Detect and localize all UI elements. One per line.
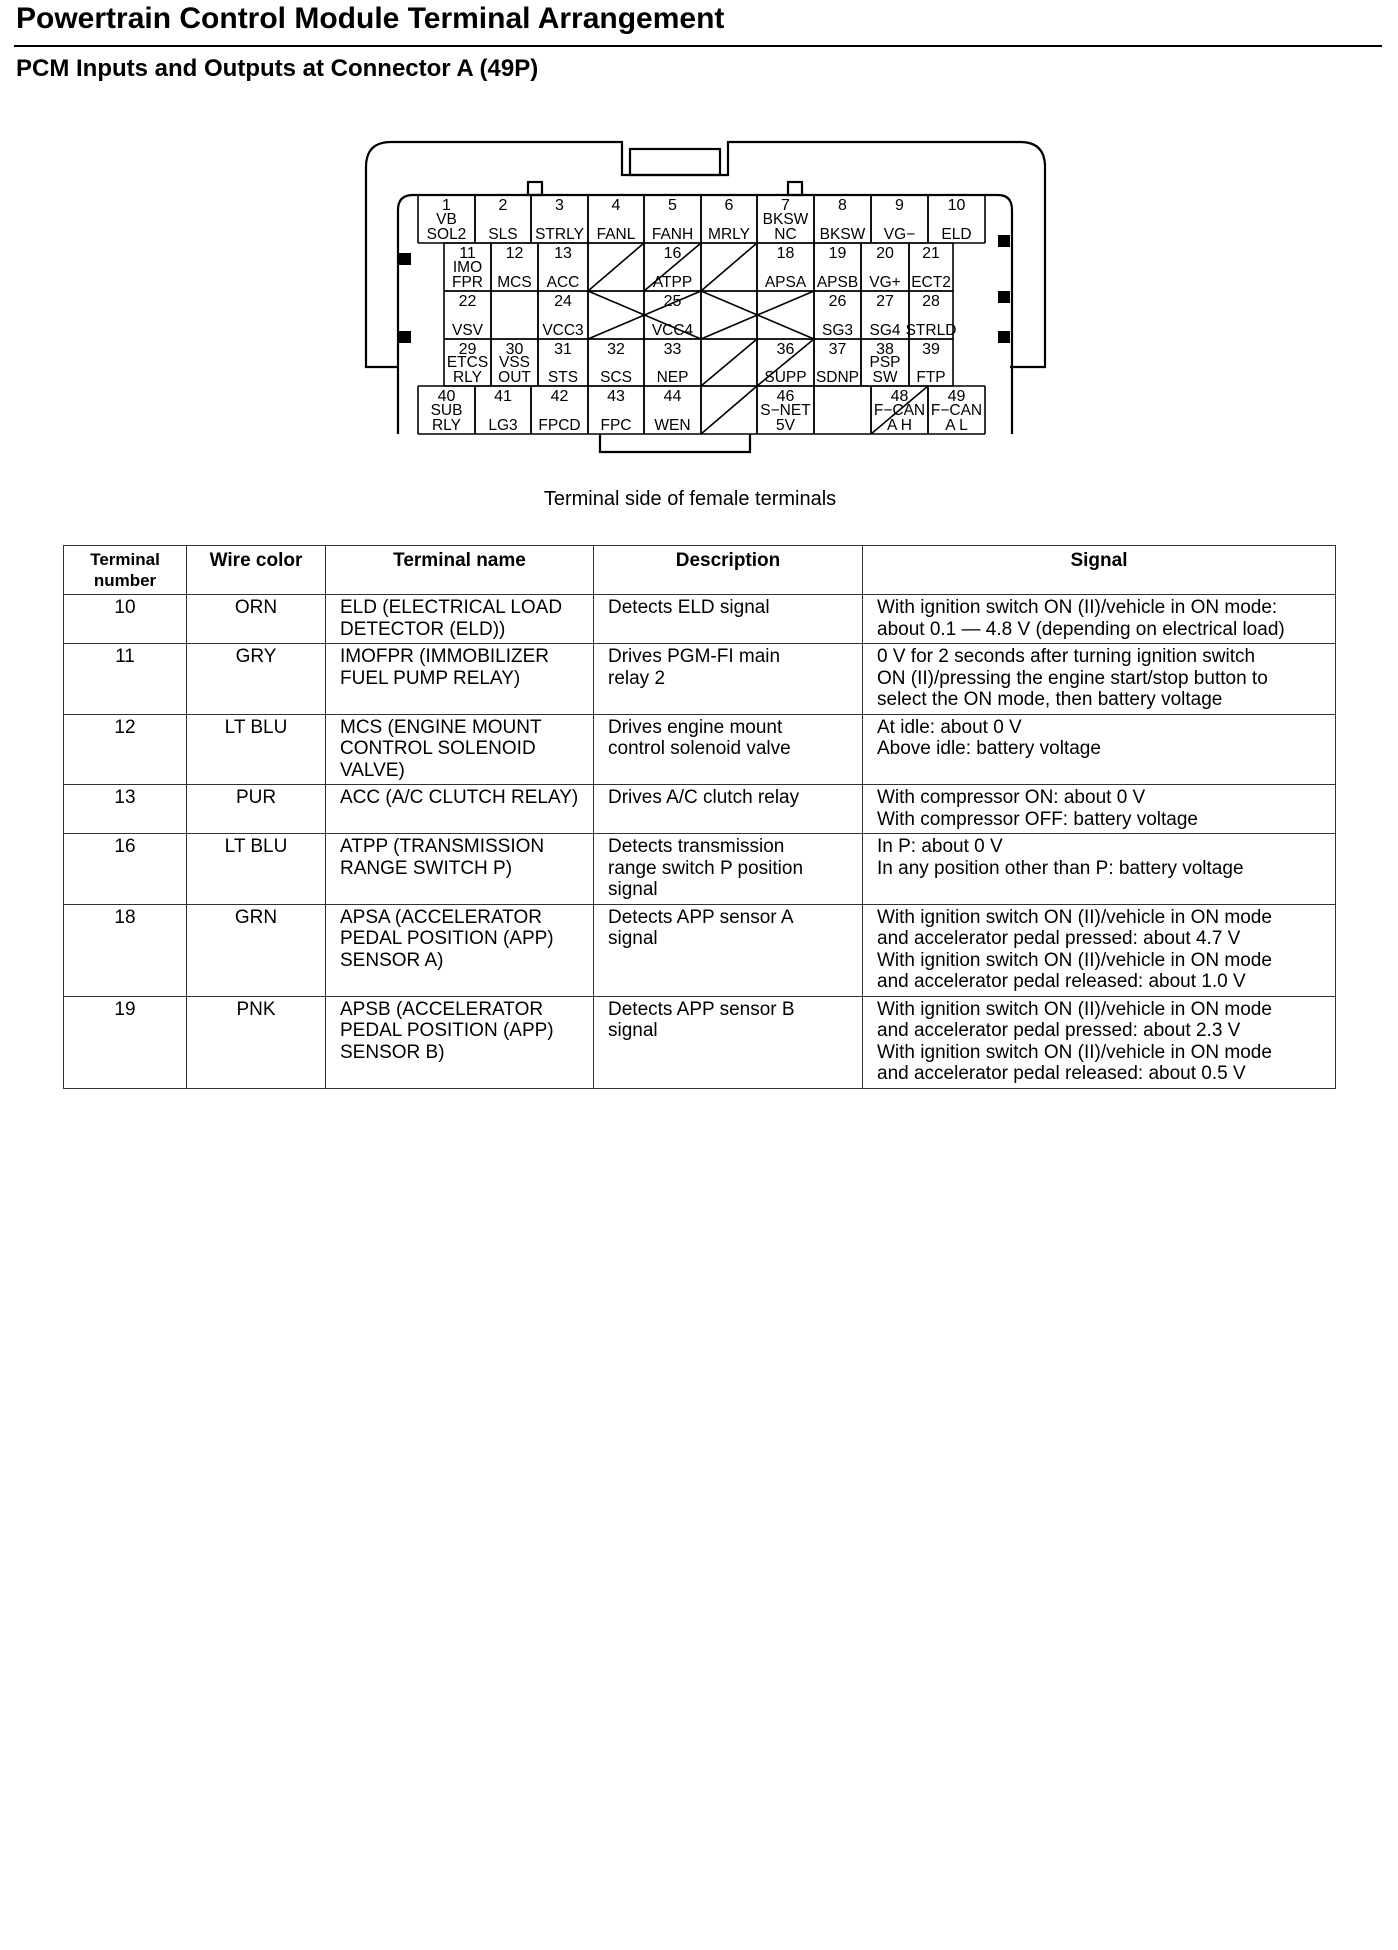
terminal-label: WEN [654, 417, 691, 434]
terminal-number: 12 [505, 245, 524, 262]
signal-cell: With ignition switch ON (II)/vehicle in ON mode: about 0.1 — 4.8 V (depending on electrical load) [863, 595, 1336, 644]
terminal-number: 40 [437, 388, 456, 405]
signal-cell: In P: about 0 V In any position other than P: battery voltage [863, 834, 1336, 905]
signal-cell: With ignition switch ON (II)/vehicle in ON mode and accelerator pedal pressed: about 2.3 V With ignition switch ON (II)/vehicle in ON mode and accelerator pedal released: about 0.5 V [863, 996, 1336, 1088]
terminal-pin-24 [542, 293, 583, 339]
terminal-pin-44 [654, 388, 690, 434]
terminal-number: 6 [724, 197, 734, 214]
terminal-number: 1 [442, 197, 451, 214]
terminal-label: APSB [816, 274, 859, 291]
terminal-label: S−NET 5V [760, 402, 811, 434]
terminal-label: ELD [941, 226, 972, 243]
terminal-label: ATPP [652, 274, 693, 291]
terminal-name-cell: MCS (ENGINE MOUNT CONTROL SOLENOID VALVE) [326, 714, 594, 785]
terminal-table [63, 545, 1336, 1089]
terminal-pin-13 [547, 245, 580, 291]
grid-line [701, 291, 814, 339]
terminal-pin-46 [760, 388, 811, 434]
terminal-pin-28 [906, 293, 957, 339]
terminal-pin-18 [765, 245, 807, 291]
terminal-label: VCC3 [542, 322, 584, 339]
terminal-label: VSV [451, 322, 484, 339]
column-header-terminal-name: Terminal name [326, 546, 594, 595]
signal-cell: 0 V for 2 seconds after turning ignition switch ON (II)/pressing the engine start/stop button to select the ON mode, then battery voltage [863, 644, 1336, 715]
terminal-pin-3 [535, 197, 584, 243]
key-tab-left [528, 182, 542, 195]
terminal-number: 38 [876, 341, 894, 358]
terminal-label: VCC4 [651, 322, 694, 339]
terminal-label: BKSW NC [762, 211, 809, 243]
terminal-label: ECT2 [911, 274, 951, 291]
terminal-pin-29 [447, 341, 488, 386]
terminal-number: 11 [459, 245, 476, 262]
terminal-label: FPCD [538, 417, 581, 434]
terminal-name-cell: APSB (ACCELERATOR PEDAL POSITION (APP) SENSOR B) [326, 996, 594, 1088]
terminal-pin-49 [931, 388, 982, 434]
terminal-label: SDNP [815, 369, 860, 386]
terminal-pin-25 [652, 293, 694, 339]
terminal-number: 20 [876, 245, 894, 262]
wire-color-cell: PNK [187, 996, 326, 1088]
table-row [64, 595, 1336, 644]
terminal-label: F−CAN A L [930, 402, 983, 434]
terminal-number: 16 [663, 245, 682, 262]
table-row [64, 996, 1336, 1088]
wire-color-cell: GRN [187, 904, 326, 996]
signal-cell: With ignition switch ON (II)/vehicle in ON mode and accelerator pedal pressed: about 4.7 V With ignition switch ON (II)/vehicle in ON mode and accelerator pedal released: about 1.0 V [863, 904, 1336, 996]
connector-latch [630, 149, 720, 175]
terminal-pin-40 [431, 388, 463, 434]
terminal-label: SUB RLY [430, 402, 463, 434]
connector-housing [366, 142, 1045, 367]
terminal-number: 13 [554, 245, 572, 262]
terminal-name-cell: IMOFPR (IMMOBILIZER FUEL PUMP RELAY) [326, 644, 594, 715]
grid-line [871, 386, 928, 434]
terminal-label: NEP [656, 369, 689, 386]
terminal-pin-32 [600, 341, 632, 386]
terminal-label: FANH [651, 226, 694, 243]
grid-line [701, 291, 814, 339]
grid-line [701, 386, 757, 434]
terminal-number: 22 [458, 293, 477, 310]
terminal-label: VB SOL2 [426, 211, 467, 243]
terminal-number: 24 [554, 293, 572, 310]
signal-cell: At idle: about 0 V Above idle: battery voltage [863, 714, 1336, 785]
terminal-label: ACC [546, 274, 580, 291]
column-header-wire-color: Wire color [187, 546, 326, 595]
terminal-number: 42 [550, 388, 569, 405]
grid-line [701, 243, 757, 291]
terminal-pin-42 [538, 388, 580, 434]
terminal-pin-27 [869, 293, 900, 339]
terminal-label: SLS [488, 226, 518, 243]
side-block-left-1 [399, 253, 411, 265]
terminal-name-cell: APSA (ACCELERATOR PEDAL POSITION (APP) SENSOR A) [326, 904, 594, 996]
terminal-label: MRLY [708, 226, 750, 243]
terminal-pin-41 [488, 388, 517, 434]
terminal-pin-36 [764, 341, 806, 386]
column-header-description: Description [594, 546, 863, 595]
column-header-terminal-number: Terminal number [64, 546, 187, 595]
terminal-number-cell: 16 [64, 834, 187, 905]
wire-color-cell: ORN [187, 595, 326, 644]
terminal-label: BKSW [819, 226, 866, 243]
terminal-pin-11 [452, 245, 483, 291]
terminal-label: PSP SW [869, 354, 901, 386]
signal-cell: With compressor ON: about 0 V With compressor OFF: battery voltage [863, 785, 1336, 834]
terminal-number: 9 [895, 197, 904, 214]
terminal-label: APSA [764, 274, 807, 291]
terminal-pin-12 [497, 245, 531, 291]
grid-line [588, 291, 701, 339]
terminal-pin-6 [708, 197, 750, 243]
terminal-label: F−CAN A H [873, 402, 926, 434]
terminal-pin-33 [657, 341, 689, 386]
terminal-number: 19 [828, 245, 847, 262]
terminal-pin-43 [601, 388, 632, 434]
terminal-number-cell: 18 [64, 904, 187, 996]
terminal-number: 37 [828, 341, 847, 358]
section-subtitle: PCM Inputs and Outputs at Connector A (49P) [16, 55, 539, 82]
terminal-pin-4 [597, 197, 636, 243]
terminal-number: 30 [505, 341, 524, 358]
description-cell: Detects ELD signal [594, 595, 863, 644]
terminal-label: SUPP [764, 369, 807, 386]
terminal-label: IMO FPR [452, 259, 483, 291]
terminal-pin-22 [452, 293, 484, 339]
side-block-right-1 [998, 235, 1010, 247]
terminal-label: STS [547, 369, 579, 386]
terminal-pin-39 [916, 341, 945, 386]
terminal-pin-31 [548, 341, 578, 386]
terminal-number: 5 [668, 197, 677, 214]
terminal-label: VG− [883, 226, 916, 243]
grid-line [701, 339, 757, 386]
terminal-pin-20 [869, 245, 900, 291]
terminal-number: 8 [838, 197, 847, 214]
terminal-number: 48 [890, 388, 909, 405]
terminal-label: SG4 [869, 322, 901, 339]
terminal-number: 44 [663, 388, 682, 405]
terminal-number: 2 [498, 197, 508, 214]
description-cell: Detects APP sensor B signal [594, 996, 863, 1088]
inner-frame [398, 195, 1012, 434]
table-row [64, 714, 1336, 785]
description-cell: Drives PGM-FI main relay 2 [594, 644, 863, 715]
description-cell: Detects APP sensor A signal [594, 904, 863, 996]
page-title: Powertrain Control Module Terminal Arrangement [16, 2, 725, 35]
terminal-label: FTP [916, 369, 946, 386]
terminal-number-cell: 19 [64, 996, 187, 1088]
column-header-signal: Signal [863, 546, 1336, 595]
terminal-pin-48 [874, 388, 925, 434]
terminal-label: FPC [600, 417, 632, 434]
terminal-pin-2 [488, 197, 517, 243]
terminal-number: 18 [776, 245, 795, 262]
table-row [64, 904, 1336, 996]
terminal-name-cell: ELD (ELECTRICAL LOAD DETECTOR (ELD)) [326, 595, 594, 644]
terminal-label: VSS OUT [498, 354, 531, 386]
terminal-pin-5 [652, 197, 693, 243]
grid-line [644, 243, 701, 291]
terminal-number: 27 [876, 293, 894, 310]
terminal-name-cell: ACC (A/C CLUTCH RELAY) [326, 785, 594, 834]
wire-color-cell: LT BLU [187, 834, 326, 905]
terminal-label: FANL [596, 226, 636, 243]
terminal-label: STRLD [905, 322, 957, 339]
terminal-number: 3 [555, 197, 564, 214]
terminal-pin-37 [816, 341, 859, 386]
terminal-number: 49 [947, 388, 966, 405]
table-row [64, 834, 1336, 905]
bottom-notch [600, 434, 750, 452]
terminal-number-cell: 13 [64, 785, 187, 834]
grid-line [757, 339, 814, 386]
terminal-number: 29 [458, 341, 477, 358]
terminal-number: 28 [922, 293, 940, 310]
wire-color-cell: LT BLU [187, 714, 326, 785]
description-cell: Detects transmission range switch P position signal [594, 834, 863, 905]
terminal-label: SG3 [821, 322, 854, 339]
side-block-right-3 [998, 331, 1010, 343]
terminal-pin-10 [941, 197, 971, 243]
terminal-pin-30 [498, 341, 531, 386]
terminal-pin-8 [820, 197, 866, 243]
table-row [64, 785, 1336, 834]
side-block-right-2 [998, 291, 1010, 303]
connector-caption: Terminal side of female terminals [543, 488, 837, 510]
terminal-pin-19 [817, 245, 858, 291]
key-tab-right [788, 182, 802, 195]
terminal-number: 31 [554, 341, 572, 358]
terminal-number: 32 [607, 341, 625, 358]
terminal-number-cell: 11 [64, 644, 187, 715]
description-cell: Drives engine mount control solenoid valve [594, 714, 863, 785]
side-block-left-2 [399, 331, 411, 343]
terminal-number: 41 [494, 388, 512, 405]
terminal-label: LG3 [488, 417, 518, 434]
terminal-number: 7 [781, 197, 790, 214]
terminal-number: 33 [663, 341, 682, 358]
terminal-pin-38 [869, 341, 900, 386]
terminal-number: 21 [922, 245, 940, 262]
terminal-number: 39 [922, 341, 940, 358]
terminal-pin-7 [763, 197, 809, 243]
terminal-number: 26 [828, 293, 847, 310]
title-rule [14, 45, 1382, 47]
terminal-label: STRLY [535, 226, 584, 243]
terminal-name-cell: ATPP (TRANSMISSION RANGE SWITCH P) [326, 834, 594, 905]
terminal-label: MCS [497, 274, 532, 291]
terminal-pin-21 [911, 245, 951, 291]
terminal-number: 36 [776, 341, 795, 358]
wire-color-cell: GRY [187, 644, 326, 715]
terminal-number-cell: 12 [64, 714, 187, 785]
wire-color-cell: PUR [187, 785, 326, 834]
terminal-label: SCS [600, 369, 632, 386]
terminal-pin-9 [884, 197, 915, 243]
terminal-pin-16 [653, 245, 692, 291]
terminal-pin-1 [427, 197, 467, 243]
terminal-number: 43 [607, 388, 625, 405]
terminal-number: 10 [947, 197, 966, 214]
terminal-number: 46 [776, 388, 795, 405]
grid-line [588, 291, 701, 339]
terminal-label: VG+ [869, 274, 901, 291]
terminal-label: ETCS RLY [446, 354, 489, 386]
terminal-number: 4 [611, 197, 621, 214]
table-row [64, 644, 1336, 715]
terminal-number: 25 [663, 293, 682, 310]
terminal-number-cell: 10 [64, 595, 187, 644]
terminal-pin-26 [822, 293, 853, 339]
table-header-row [64, 546, 1336, 595]
grid-line [588, 243, 644, 291]
description-cell: Drives A/C clutch relay [594, 785, 863, 834]
